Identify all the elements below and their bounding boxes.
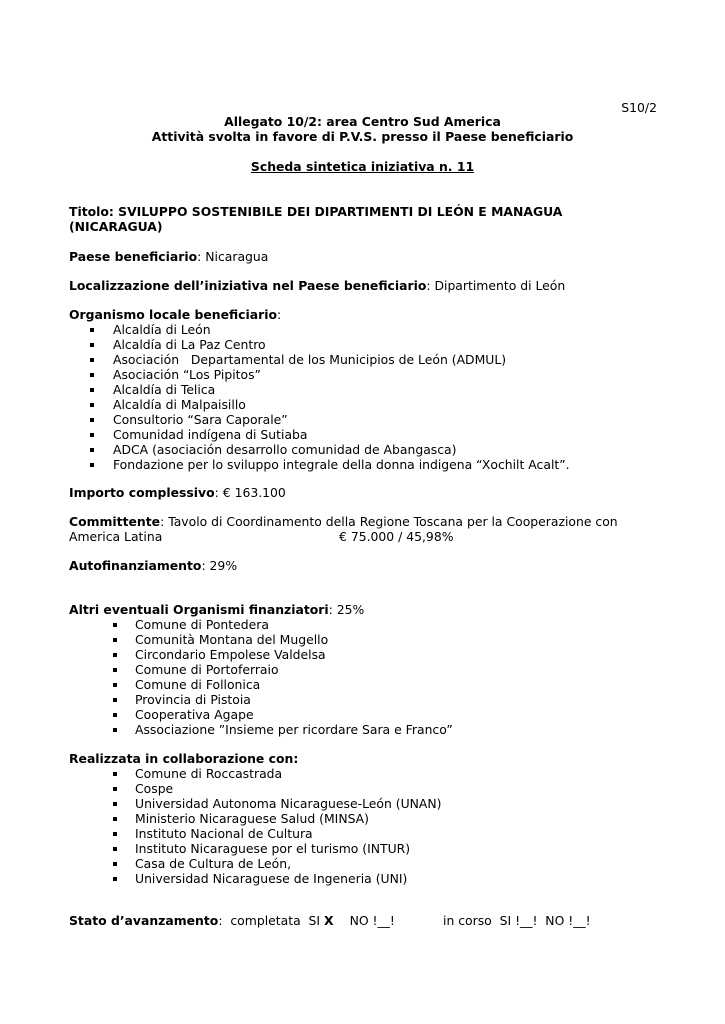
autofinanziamento-value: : 29% [201, 558, 238, 573]
scheda-title: Scheda sintetica iniziativa n. 11 [250, 159, 475, 174]
titolo [69, 204, 665, 234]
list-item: Comune di Pontedera [69, 617, 665, 632]
organismo-section [69, 307, 665, 472]
committente-label: Committente [69, 514, 161, 529]
committente-amount: € 75.000 / 45,98% [339, 529, 454, 544]
stato-in-corso: in corso SI !__! NO !__! [443, 913, 591, 928]
page-code: S10/2 [621, 100, 657, 115]
stato-field [69, 913, 665, 928]
list-item: Cooperativa Agape [69, 707, 665, 722]
list-item: Provincia di Pistoia [69, 692, 665, 707]
list-item: Ministerio Nicaraguese Salud (MINSA) [69, 811, 665, 826]
list-item: Comunità Montana del Mugello [69, 632, 665, 647]
list-item: Alcaldía di Malpaisillo [69, 397, 665, 412]
organismo-list [69, 322, 665, 472]
stato-completata: : completata SI [218, 913, 324, 928]
header-line2: Attività svolta in favore di P.V.S. presso il Paese beneficiario [151, 129, 574, 144]
list-item: Comune di Roccastrada [69, 766, 665, 781]
list-item: ADCA (asociación desarrollo comunidad de Abangasca) [69, 442, 665, 457]
list-item: Alcaldía di Telica [69, 382, 665, 397]
organismo-label: Organismo locale beneficiario [69, 307, 277, 322]
list-item: Casa de Cultura de León, [69, 856, 665, 871]
list-item: Universidad Autonoma Nicaraguese-León (UNAN) [69, 796, 665, 811]
stato-mark: X [324, 913, 334, 928]
list-item: Instituto Nacional de Cultura [69, 826, 665, 841]
list-item: Alcaldía di León [69, 322, 665, 337]
header-line1: Allegato 10/2: area Centro Sud America [224, 114, 501, 129]
committente-line2: America Latina [69, 529, 163, 544]
list-item: Fondazione per lo sviluppo integrale della donna indigena “Xochilt Acalt”. [69, 457, 665, 472]
altri-label: Altri eventuali Organismi finanziatori [69, 602, 329, 617]
list-item: Instituto Nicaraguese por el turismo (INTUR) [69, 841, 665, 856]
list-item: Circondario Empolese Valdelsa [69, 647, 665, 662]
list-item: Asociación Departamental de los Municipios de León (ADMUL) [69, 352, 665, 367]
altri-value: : 25% [328, 602, 365, 617]
collaborazione-list [69, 766, 665, 886]
paese-label: Paese beneficiario [69, 249, 198, 264]
paese-field [69, 249, 665, 264]
autofinanziamento-field [69, 558, 665, 573]
organismo-sep: : [277, 307, 282, 322]
list-item: Consultorio “Sara Caporale” [69, 412, 665, 427]
autofinanziamento-label: Autofinanziamento [69, 558, 202, 573]
list-item: Comunidad indígena di Sutiaba [69, 427, 665, 442]
list-item: Alcaldía di La Paz Centro [69, 337, 665, 352]
list-item: Associazione ”Insieme per ricordare Sara e Franco” [69, 722, 665, 737]
localizzazione-field [69, 278, 665, 293]
paese-value: : Nicaragua [197, 249, 269, 264]
localizzazione-value: : Dipartimento di León [426, 278, 566, 293]
stato-no: NO !__! [349, 913, 395, 928]
committente-value: : Tavolo di Coordinamento della Regione Toscana per la Cooperazione con [160, 514, 618, 529]
importo-field [69, 485, 665, 500]
collaborazione-section [69, 751, 665, 886]
list-item: Comune di Portoferraio [69, 662, 665, 677]
localizzazione-label: Localizzazione dell’iniziativa nel Paese beneficiario [69, 278, 427, 293]
importo-label: Importo complessivo [69, 485, 215, 500]
titolo-line1: Titolo: SVILUPPO SOSTENIBILE DEI DIPARTIMENTI DI LEÓN E MANAGUA [69, 204, 563, 219]
altri-list [69, 617, 665, 737]
list-item: Cospe [69, 781, 665, 796]
importo-value: : € 163.100 [214, 485, 286, 500]
stato-label: Stato d’avanzamento [69, 913, 219, 928]
titolo-line2: (NICARAGUA) [69, 219, 163, 234]
list-item: Asociación “Los Pipitos” [69, 367, 665, 382]
collaborazione-label: Realizzata in collaborazione con: [69, 751, 299, 766]
list-item: Comune di Follonica [69, 677, 665, 692]
committente-field [69, 514, 665, 544]
altri-section [69, 602, 665, 737]
list-item: Universidad Nicaraguese de Ingeneria (UNI) [69, 871, 665, 886]
